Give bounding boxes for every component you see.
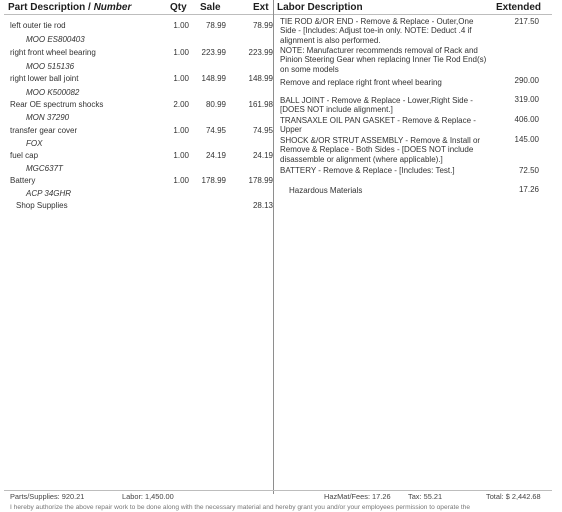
header-divider [4, 14, 552, 15]
part-number: MOO ES800403 [26, 35, 85, 44]
part-ext: 24.19 [252, 151, 273, 160]
part-qty: 1.00 [173, 21, 189, 30]
labor-amount: 72.50 [518, 166, 539, 175]
part-number: MOO K500082 [26, 88, 80, 97]
footer-labor: Labor: 1,450.00 [122, 492, 174, 501]
header-ext: Ext [253, 2, 269, 13]
footer-parts-supplies: Parts/Supplies: 920.21 [10, 492, 85, 501]
labor-amount: 290.00 [514, 76, 539, 85]
hazardous-materials-amount: 17.26 [518, 185, 539, 194]
column-divider [273, 0, 274, 494]
footer-tax: Tax: 55.21 [408, 492, 443, 501]
authorization-text: I hereby authorize the above repair work to be done along with the necessary material and hereby grant you and/or your employees permission to operate the [10, 504, 471, 511]
part-description: right lower ball joint [10, 74, 79, 83]
header-labor-description: Labor Description [277, 2, 363, 13]
part-ext: 178.99 [248, 176, 273, 185]
shop-supplies-label: Shop Supplies [16, 201, 68, 210]
part-description: Rear OE spectrum shocks [10, 100, 104, 109]
part-sale: 74.95 [205, 126, 226, 135]
header-part-description-label: Part Description / [8, 2, 94, 13]
part-qty: 1.00 [173, 176, 189, 185]
labor-amount: 145.00 [514, 135, 539, 144]
shop-supplies-ext: 28.13 [252, 201, 273, 210]
labor-description: SHOCK &/OR STRUT ASSEMBLY - Remove & Install or Remove & Replace - Both Sides - [DOES NOT include disassemble or alignment (where applicable).] [280, 136, 481, 164]
part-ext: 78.99 [252, 21, 273, 30]
header-extended: Extended [496, 2, 542, 13]
part-sale: 148.99 [201, 74, 226, 83]
part-qty: 2.00 [173, 100, 189, 109]
header-part-description [8, 2, 131, 13]
labor-amount: 217.50 [514, 17, 539, 26]
labor-description: TRANSAXLE OIL PAN GASKET - Remove & Replace - Upper [280, 116, 476, 135]
part-sale: 80.99 [205, 100, 226, 109]
part-ext: 223.99 [248, 48, 273, 57]
part-ext: 161.98 [248, 100, 273, 109]
labor-description: NOTE: Manufacturer recommends removal of Rack and Pinion Steering Gear when replacing Inner Tie Rod End(s) on some models [280, 46, 487, 74]
hazardous-materials-label: Hazardous Materials [289, 186, 363, 195]
part-sale: 223.99 [201, 48, 226, 57]
part-description: fuel cap [10, 151, 39, 160]
part-qty: 1.00 [173, 151, 189, 160]
part-description: transfer gear cover [10, 126, 78, 135]
footer-divider [4, 490, 552, 491]
part-number: MGC637T [26, 164, 63, 173]
part-number: FOX [26, 139, 43, 148]
labor-description: TIE ROD &/OR END - Remove & Replace - Outer,One Side - [Includes: Adjust toe-in only. NOTE: Deduct .4 if alignment is also performed. [280, 17, 474, 45]
part-qty: 1.00 [173, 74, 189, 83]
part-ext: 148.99 [248, 74, 273, 83]
part-number: MOO 515136 [26, 62, 75, 71]
header-part-number-label: Number [93, 2, 132, 13]
labor-description: BALL JOINT - Remove & Replace - Lower,Right Side - [DOES NOT include alignment.] [280, 96, 473, 115]
part-description: left outer tie rod [10, 21, 66, 30]
labor-description: BATTERY - Remove & Replace - [Includes: Test.] [280, 166, 455, 175]
labor-amount: 319.00 [514, 95, 539, 104]
header-qty: Qty [170, 2, 187, 13]
part-ext: 74.95 [252, 126, 273, 135]
part-sale: 24.19 [205, 151, 226, 160]
part-description: right front wheel bearing [10, 48, 96, 57]
labor-description: Remove and replace right front wheel bearing [280, 78, 442, 87]
header-sale: Sale [200, 2, 221, 13]
part-number: MON 37290 [26, 113, 70, 122]
part-sale: 178.99 [201, 176, 226, 185]
part-qty: 1.00 [173, 126, 189, 135]
footer-total: Total: $ 2,442.68 [486, 492, 541, 501]
part-qty: 1.00 [173, 48, 189, 57]
part-sale: 78.99 [205, 21, 226, 30]
part-number: ACP 34GHR [26, 189, 72, 198]
labor-amount: 406.00 [514, 115, 539, 124]
footer-hazmat: HazMat/Fees: 17.26 [324, 492, 391, 501]
part-description: Battery [10, 176, 36, 185]
